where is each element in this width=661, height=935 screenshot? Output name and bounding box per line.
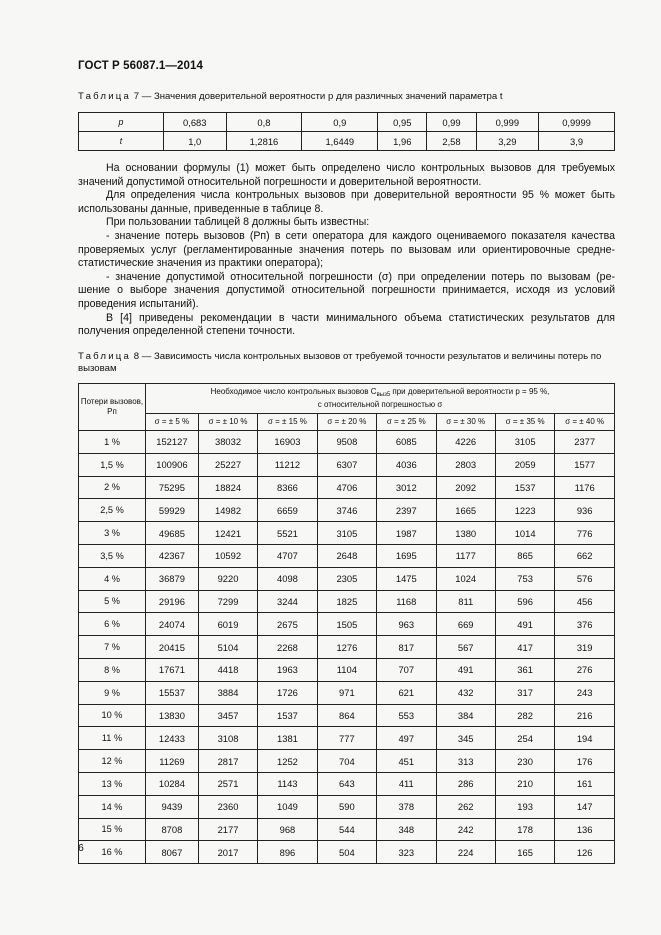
table8-caption-text: 8 — Зависимость числа контрольных вызовов от требуемой точности результатов и величины потерь по вызовам	[78, 351, 602, 374]
table7-cell-t: 1,0	[164, 132, 227, 151]
table8-value-cell: 2675	[258, 613, 317, 636]
table8-value-cell: 313	[436, 750, 495, 773]
table8-value-cell: 286	[436, 772, 495, 795]
table8-loss-cell: 2 %	[79, 476, 146, 499]
table8-value-cell: 643	[317, 772, 376, 795]
table8-value-cell: 776	[555, 522, 615, 545]
table8-value-cell: 193	[495, 795, 554, 818]
paragraph: На основании формулы (1) может быть определено число контрольных вызовов для требуемых значений допустимой относительной погрешности и доверительной вероятности.	[78, 162, 615, 188]
group-header-part-c: с относительной погрешностью σ	[317, 400, 443, 409]
table8-value-cell: 152127	[146, 431, 199, 454]
table8-value-cell: 276	[555, 658, 615, 681]
group-header-part-b: при доверительной вероятности p = 95 %,	[390, 387, 550, 396]
table8-value-cell: 10592	[198, 544, 257, 567]
table-row	[79, 567, 615, 590]
table8-value-cell: 1177	[436, 544, 495, 567]
table7-row-t	[79, 132, 615, 151]
table8-value-cell: 2017	[198, 841, 257, 864]
table8-value-cell: 2305	[317, 567, 376, 590]
table8-value-cell: 3108	[198, 727, 257, 750]
table7-cell-t: 3,29	[476, 132, 539, 151]
table8-value-cell: 811	[436, 590, 495, 613]
table8-value-cell: 3105	[317, 522, 376, 545]
table8-value-cell: 282	[495, 704, 554, 727]
table8-value-cell: 1825	[317, 590, 376, 613]
table7-caption-word: Таблица	[78, 91, 132, 102]
table8-value-cell: 1223	[495, 499, 554, 522]
table8-value-cell: 18824	[198, 476, 257, 499]
table-row	[79, 636, 615, 659]
table8-value-cell: 49685	[146, 522, 199, 545]
table8-value-cell: 6085	[377, 431, 436, 454]
table7-caption	[78, 91, 598, 103]
table8-value-cell: 319	[555, 636, 615, 659]
table8-value-cell: 544	[317, 818, 376, 841]
table8-value-cell: 12421	[198, 522, 257, 545]
table8-value-cell: 3105	[495, 431, 554, 454]
table-row	[79, 453, 615, 476]
table8-value-cell: 2817	[198, 750, 257, 773]
table8-value-cell: 1987	[377, 522, 436, 545]
table7-cell-t: 3,9	[539, 132, 615, 151]
table8-column-header: σ = ± 5 %	[146, 414, 199, 431]
table-row	[79, 795, 615, 818]
table8-value-cell: 16903	[258, 431, 317, 454]
table8-value-cell: 1505	[317, 613, 376, 636]
table8-value-cell: 1104	[317, 658, 376, 681]
table-row	[79, 544, 615, 567]
table8-value-cell: 2377	[555, 431, 615, 454]
table8-body	[79, 431, 615, 864]
table8-value-cell: 1475	[377, 567, 436, 590]
table8-value-cell: 963	[377, 613, 436, 636]
table8-value-cell: 1049	[258, 795, 317, 818]
table8-group-header	[146, 384, 615, 414]
table8-loss-cell: 11 %	[79, 727, 146, 750]
table8-value-cell: 14982	[198, 499, 257, 522]
table-row	[79, 704, 615, 727]
table8-value-cell: 3012	[377, 476, 436, 499]
table8-value-cell: 1176	[555, 476, 615, 499]
table8-value-cell: 2360	[198, 795, 257, 818]
table8-value-cell: 669	[436, 613, 495, 636]
table8-value-cell: 567	[436, 636, 495, 659]
table8-value-cell: 456	[555, 590, 615, 613]
table8-value-cell: 254	[495, 727, 554, 750]
table8-value-cell: 1665	[436, 499, 495, 522]
table8-loss-cell: 6 %	[79, 613, 146, 636]
table8-value-cell: 621	[377, 681, 436, 704]
table8-value-cell: 2571	[198, 772, 257, 795]
table-row	[79, 772, 615, 795]
table8-value-cell: 4418	[198, 658, 257, 681]
table8-column-header: σ = ± 40 %	[555, 414, 615, 431]
table8-value-cell: 1014	[495, 522, 554, 545]
table8-value-cell: 2177	[198, 818, 257, 841]
table8-value-cell: 10284	[146, 772, 199, 795]
table8-value-cell: 1726	[258, 681, 317, 704]
table8-value-cell: 553	[377, 704, 436, 727]
table8-value-cell: 3457	[198, 704, 257, 727]
table8-value-cell: 262	[436, 795, 495, 818]
table8-loss-cell: 3 %	[79, 522, 146, 545]
table7-cell-p: 0,683	[164, 113, 227, 132]
table8-value-cell: 15537	[146, 681, 199, 704]
table8-value-cell: 1252	[258, 750, 317, 773]
table7	[78, 112, 615, 151]
table8-value-cell: 216	[555, 704, 615, 727]
table8-loss-cell: 1 %	[79, 431, 146, 454]
table7-cell-p: 0,9999	[539, 113, 615, 132]
table8-value-cell: 4036	[377, 453, 436, 476]
table-row	[79, 727, 615, 750]
table7-cell-t: 1,2816	[226, 132, 302, 151]
body-text	[78, 162, 615, 339]
table8-value-cell: 707	[377, 658, 436, 681]
table8-caption-word: Таблица	[78, 351, 132, 362]
table8-value-cell: 1695	[377, 544, 436, 567]
table8-value-cell: 491	[436, 658, 495, 681]
table8-value-cell: 1380	[436, 522, 495, 545]
table8-header-row	[79, 384, 615, 414]
table8-value-cell: 24074	[146, 613, 199, 636]
table7-caption-text: 7 — Значения доверительной вероятности p для различных значений параметра t	[133, 91, 503, 102]
table8-value-cell: 971	[317, 681, 376, 704]
table8-value-cell: 9439	[146, 795, 199, 818]
table8-value-cell: 376	[555, 613, 615, 636]
table8-value-cell: 161	[555, 772, 615, 795]
table8-value-cell: 6659	[258, 499, 317, 522]
table7-cell-p: 0,99	[427, 113, 476, 132]
table8-value-cell: 590	[317, 795, 376, 818]
table8-value-cell: 165	[495, 841, 554, 864]
table8-value-cell: 9508	[317, 431, 376, 454]
table8-value-cell: 7299	[198, 590, 257, 613]
table7-cell-t: 1,6449	[302, 132, 378, 151]
table8-value-cell: 4706	[317, 476, 376, 499]
table7-row-label: t	[79, 132, 164, 151]
table7-cell-t: 1,96	[378, 132, 427, 151]
table8-value-cell: 4098	[258, 567, 317, 590]
table8-loss-cell: 16 %	[79, 841, 146, 864]
page-number: 6	[78, 842, 84, 854]
table7-row-label: p	[79, 113, 164, 132]
group-header-subscript: выз5	[376, 392, 391, 398]
table8-value-cell: 8366	[258, 476, 317, 499]
table8-value-cell: 596	[495, 590, 554, 613]
table7-cell-t: 2,58	[427, 132, 476, 151]
paragraph: При пользовании таблицей 8 должны быть известны:	[106, 216, 370, 229]
table8-value-cell: 865	[495, 544, 554, 567]
table-row	[79, 818, 615, 841]
table8-loss-cell: 1,5 %	[79, 453, 146, 476]
table8-value-cell: 176	[555, 750, 615, 773]
table8-value-cell: 417	[495, 636, 554, 659]
table8-value-cell: 29196	[146, 590, 199, 613]
group-header-part-a: Необходимое число контрольных вызовов C	[210, 387, 377, 396]
table-row	[79, 613, 615, 636]
table8-value-cell: 2803	[436, 453, 495, 476]
table8-value-cell: 662	[555, 544, 615, 567]
table8-value-cell: 348	[377, 818, 436, 841]
table8-value-cell: 1276	[317, 636, 376, 659]
table8-loss-cell: 13 %	[79, 772, 146, 795]
table8-value-cell: 3884	[198, 681, 257, 704]
paragraph: - значение потерь вызовов (Pп) в сети оператора для каждого оцениваемого показателя качества проверяемых услуг (регламентированные значения потерь по вызовам или ориентировочные средне-статистические значения из практики оператора);	[78, 229, 615, 270]
table8-loss-cell: 5 %	[79, 590, 146, 613]
table8-value-cell: 6307	[317, 453, 376, 476]
table8-value-cell: 1168	[377, 590, 436, 613]
table8-value-cell: 504	[317, 841, 376, 864]
table-row	[79, 499, 615, 522]
table8-column-header: σ = ± 35 %	[495, 414, 554, 431]
table8-value-cell: 411	[377, 772, 436, 795]
table-row	[79, 431, 615, 454]
table8-loss-cell: 9 %	[79, 681, 146, 704]
table8-column-header: σ = ± 15 %	[258, 414, 317, 431]
table7-cell-p: 0,95	[378, 113, 427, 132]
table8-value-cell: 3746	[317, 499, 376, 522]
table8-value-cell: 12433	[146, 727, 199, 750]
table8-column-header: σ = ± 10 %	[198, 414, 257, 431]
table8-loss-cell: 4 %	[79, 567, 146, 590]
table8-value-cell: 384	[436, 704, 495, 727]
table8-column-header: σ = ± 20 %	[317, 414, 376, 431]
table8-value-cell: 194	[555, 727, 615, 750]
table8-value-cell: 317	[495, 681, 554, 704]
table8-loss-cell: 8 %	[79, 658, 146, 681]
table8-loss-cell: 3,5 %	[79, 544, 146, 567]
table-row	[79, 476, 615, 499]
table8-value-cell: 1143	[258, 772, 317, 795]
table8-value-cell: 576	[555, 567, 615, 590]
table8-value-cell: 9220	[198, 567, 257, 590]
table8-value-cell: 5521	[258, 522, 317, 545]
table8-value-cell: 1024	[436, 567, 495, 590]
table8-value-cell: 1963	[258, 658, 317, 681]
table-row	[79, 681, 615, 704]
table8-value-cell: 242	[436, 818, 495, 841]
table8-value-cell: 1537	[495, 476, 554, 499]
table8-value-cell: 896	[258, 841, 317, 864]
table8-loss-cell: 7 %	[79, 636, 146, 659]
table8-value-cell: 491	[495, 613, 554, 636]
table7-cell-p: 0,999	[476, 113, 539, 132]
table7-cell-p: 0,8	[226, 113, 302, 132]
table8-caption	[78, 351, 618, 375]
table8-value-cell: 178	[495, 818, 554, 841]
table8-value-cell: 432	[436, 681, 495, 704]
table8-value-cell: 1381	[258, 727, 317, 750]
table8-value-cell: 6019	[198, 613, 257, 636]
table-row	[79, 590, 615, 613]
table8-value-cell: 8708	[146, 818, 199, 841]
table8-value-cell: 3244	[258, 590, 317, 613]
table8-value-cell: 36879	[146, 567, 199, 590]
table7-row-p	[79, 113, 615, 132]
table7-cell-p: 0,9	[302, 113, 378, 132]
table8-value-cell: 13830	[146, 704, 199, 727]
table8-value-cell: 936	[555, 499, 615, 522]
paragraph: - значение допустимой относительной погрешности (σ) при определении потерь по вызовам (ре-шение о выборе значения допустимой относительной погрешности принимается, исходя из условий проведения испытаний).	[78, 270, 615, 310]
table-row	[79, 658, 615, 681]
table8-value-cell: 345	[436, 727, 495, 750]
table8-value-cell: 4707	[258, 544, 317, 567]
table8-value-cell: 1537	[258, 704, 317, 727]
table8-value-cell: 2648	[317, 544, 376, 567]
table8-loss-cell: 15 %	[79, 818, 146, 841]
table8-value-cell: 126	[555, 841, 615, 864]
table8-value-cell: 777	[317, 727, 376, 750]
table8-value-cell: 100906	[146, 453, 199, 476]
paragraph: В [4] приведены рекомендации в части минимального объема статистических результатов для получения определенной степени точности.	[78, 311, 615, 338]
table8-value-cell: 704	[317, 750, 376, 773]
table8-value-cell: 2059	[495, 453, 554, 476]
table8-value-cell: 361	[495, 658, 554, 681]
table8-value-cell: 147	[555, 795, 615, 818]
document-code: ГОСТ Р 56087.1—2014	[78, 60, 203, 72]
table8-value-cell: 59929	[146, 499, 199, 522]
table8-value-cell: 230	[495, 750, 554, 773]
table8-value-cell: 210	[495, 772, 554, 795]
table8-value-cell: 75295	[146, 476, 199, 499]
table8-value-cell: 38032	[198, 431, 257, 454]
table8-value-cell: 4226	[436, 431, 495, 454]
table8-value-cell: 8067	[146, 841, 199, 864]
table8-value-cell: 378	[377, 795, 436, 818]
table8-column-header: σ = ± 25 %	[377, 414, 436, 431]
table8-value-cell: 136	[555, 818, 615, 841]
table8-value-cell: 11269	[146, 750, 199, 773]
table8-value-cell: 2092	[436, 476, 495, 499]
table8-value-cell: 2397	[377, 499, 436, 522]
table8-loss-cell: 12 %	[79, 750, 146, 773]
table-row	[79, 522, 615, 545]
table8-value-cell: 1577	[555, 453, 615, 476]
table8-value-cell: 20415	[146, 636, 199, 659]
table8	[78, 383, 615, 864]
table8-value-cell: 2268	[258, 636, 317, 659]
table8-value-cell: 497	[377, 727, 436, 750]
table8-value-cell: 753	[495, 567, 554, 590]
table-row	[79, 750, 615, 773]
table8-loss-cell: 10 %	[79, 704, 146, 727]
table8-value-cell: 968	[258, 818, 317, 841]
table8-value-cell: 243	[555, 681, 615, 704]
table8-value-cell: 224	[436, 841, 495, 864]
table8-loss-cell: 2,5 %	[79, 499, 146, 522]
paragraph: Для определения числа контрольных вызовов при доверительной вероятности 95 % может быть использованы данные, приведенные в таблице 8.	[78, 189, 615, 215]
table8-value-cell: 817	[377, 636, 436, 659]
table8-value-cell: 17671	[146, 658, 199, 681]
table8-loss-cell: 14 %	[79, 795, 146, 818]
table8-value-cell: 864	[317, 704, 376, 727]
table8-corner-header: Потери вызовов, Pп	[79, 384, 146, 431]
table8-value-cell: 323	[377, 841, 436, 864]
table-row	[79, 841, 615, 864]
table8-value-cell: 11212	[258, 453, 317, 476]
table8-value-cell: 25227	[198, 453, 257, 476]
table8-value-cell: 42367	[146, 544, 199, 567]
table8-column-header: σ = ± 30 %	[436, 414, 495, 431]
table8-value-cell: 5104	[198, 636, 257, 659]
table8-column-headers	[79, 414, 615, 431]
table8-value-cell: 451	[377, 750, 436, 773]
